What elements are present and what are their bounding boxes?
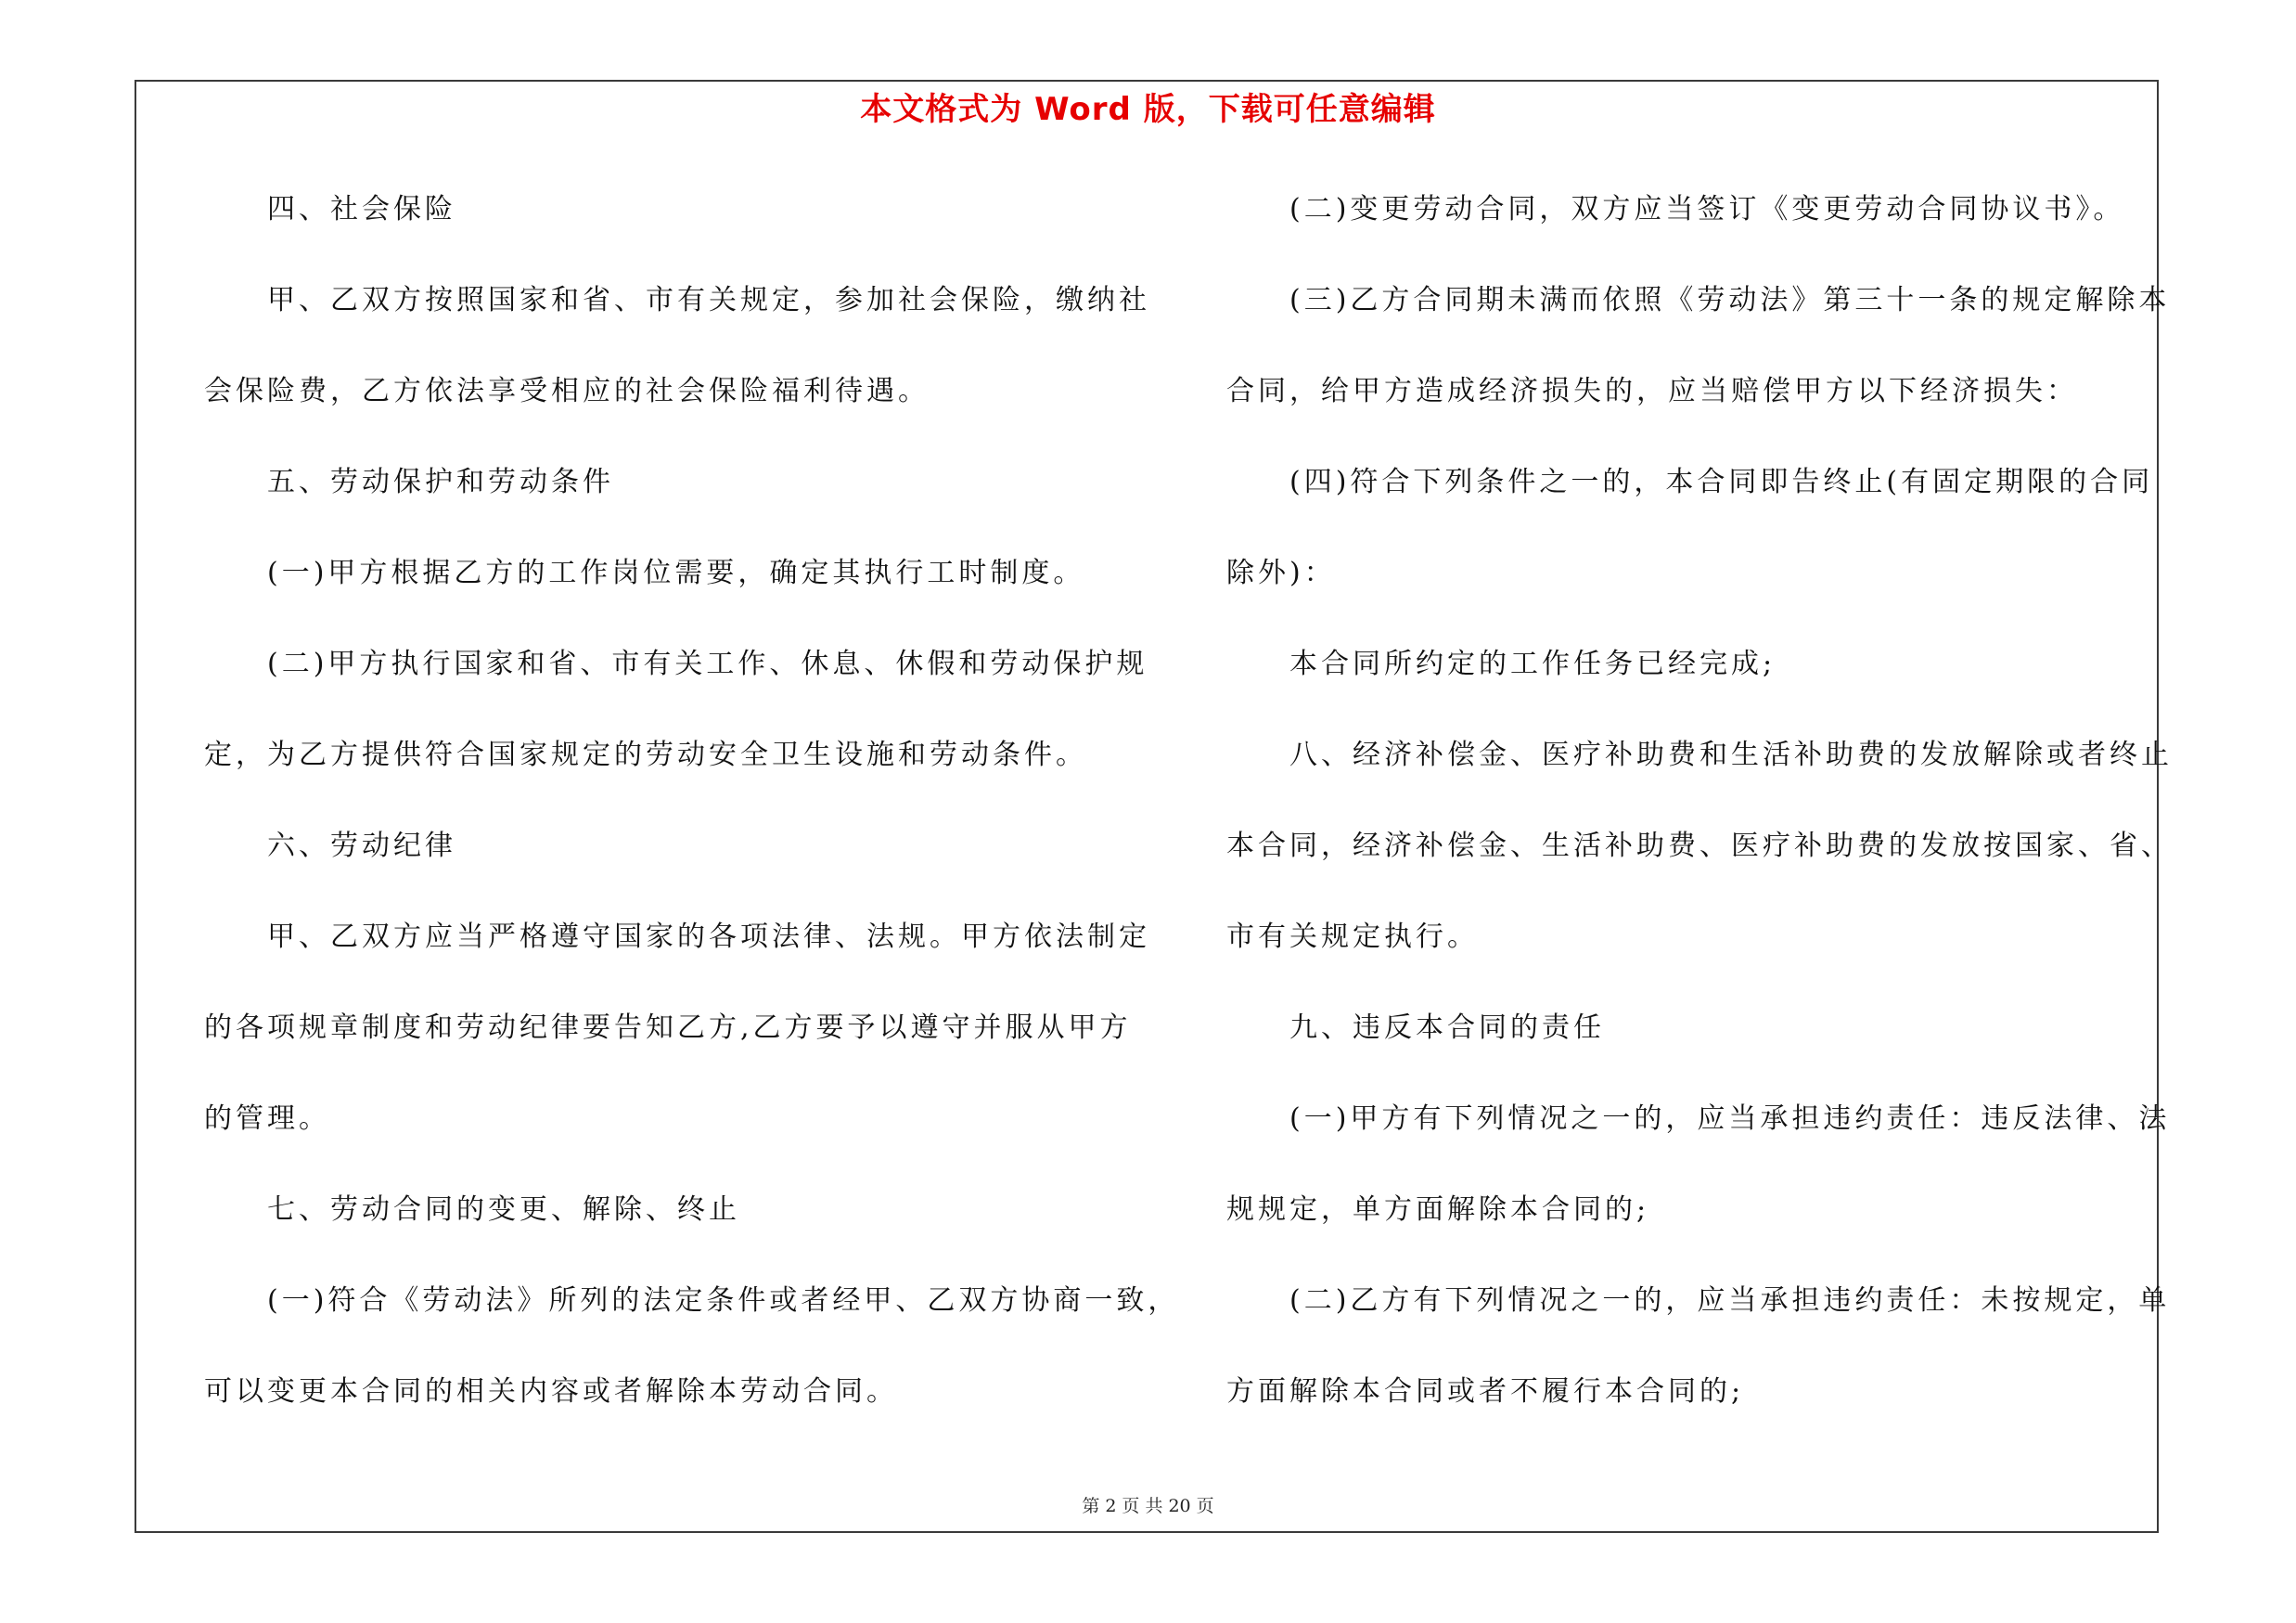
footer-total-pages: 20 — [1168, 1496, 1191, 1516]
watermark-banner: 本文格式为 Word 版，下载可任意编辑 — [860, 91, 1436, 128]
footer-label-of: 页 共 — [1122, 1496, 1163, 1516]
left-column — [204, 182, 1180, 1455]
text-line: 定，为乙方提供符合国家规定的劳动安全卫生设施和劳动条件。 — [204, 739, 1087, 771]
text-line: 六、劳动纪律 — [267, 830, 456, 862]
footer-label-page: 第 — [1082, 1496, 1100, 1516]
text-line: 的管理。 — [204, 1102, 330, 1135]
text-line: (二)乙方有下列情况之一的，应当承担违约责任：未按规定，单 — [1289, 1284, 2171, 1317]
text-line: 市有关规定执行。 — [1226, 921, 1479, 953]
text-line: 可以变更本合同的相关内容或者解除本劳动合同。 — [204, 1375, 898, 1408]
text-line: 八、经济补偿金、医疗补助费和生活补助费的发放解除或者终止 — [1289, 739, 2173, 771]
text-line: 规规定，单方面解除本合同的; — [1226, 1193, 1650, 1226]
footer-current-page: 2 — [1105, 1496, 1117, 1516]
text-line: 四、社会保险 — [267, 193, 456, 225]
footer-label-end: 页 — [1196, 1496, 1214, 1516]
text-line: 本合同，经济补偿金、生活补助费、医疗补助费的发放按国家、省、 — [1226, 830, 2173, 862]
text-line: (四)符合下列条件之一的，本合同即告终止(有固定期限的合同 — [1289, 466, 2154, 498]
text-line: (二)甲方执行国家和省、市有关工作、休息、休假和劳动保护规 — [267, 648, 1148, 680]
text-line: (二)变更劳动合同，双方应当签订《变更劳动合同协议书》。 — [1289, 193, 2125, 225]
text-line: (一)甲方有下列情况之一的，应当承担违约责任：违反法律、法 — [1289, 1102, 2171, 1135]
text-line: 会保险费，乙方依法享受相应的社会保险福利待遇。 — [204, 375, 930, 407]
text-line: 本合同所约定的工作任务已经完成; — [1289, 648, 1777, 680]
text-line: 合同，给甲方造成经济损失的，应当赔偿甲方以下经济损失： — [1226, 375, 2078, 407]
text-line: 五、劳动保护和劳动条件 — [267, 466, 614, 498]
text-line: (三)乙方合同期未满而依照《劳动法》第三十一条的规定解除本 — [1289, 284, 2171, 316]
text-line: (一)甲方根据乙方的工作岗位需要，确定其执行工时制度。 — [267, 557, 1085, 589]
text-line: (一)符合《劳动法》所列的法定条件或者经甲、乙双方协商一致， — [267, 1284, 1180, 1317]
text-line: 甲、乙双方按照国家和省、市有关规定，参加社会保险，缴纳社 — [267, 284, 1150, 316]
text-line: 九、违反本合同的责任 — [1289, 1011, 1605, 1044]
text-line: 方面解除本合同或者不履行本合同的; — [1226, 1375, 1745, 1408]
text-line: 七、劳动合同的变更、解除、终止 — [267, 1193, 740, 1226]
text-line: 的各项规章制度和劳动纪律要告知乙方,乙方要予以遵守并服从甲方 — [204, 1011, 1132, 1044]
right-column — [1226, 182, 2173, 1455]
text-line: 除外)： — [1226, 557, 1336, 589]
text-line: 甲、乙双方应当严格遵守国家的各项法律、法规。甲方依法制定 — [267, 921, 1150, 953]
page-number-footer — [0, 1492, 2296, 1517]
